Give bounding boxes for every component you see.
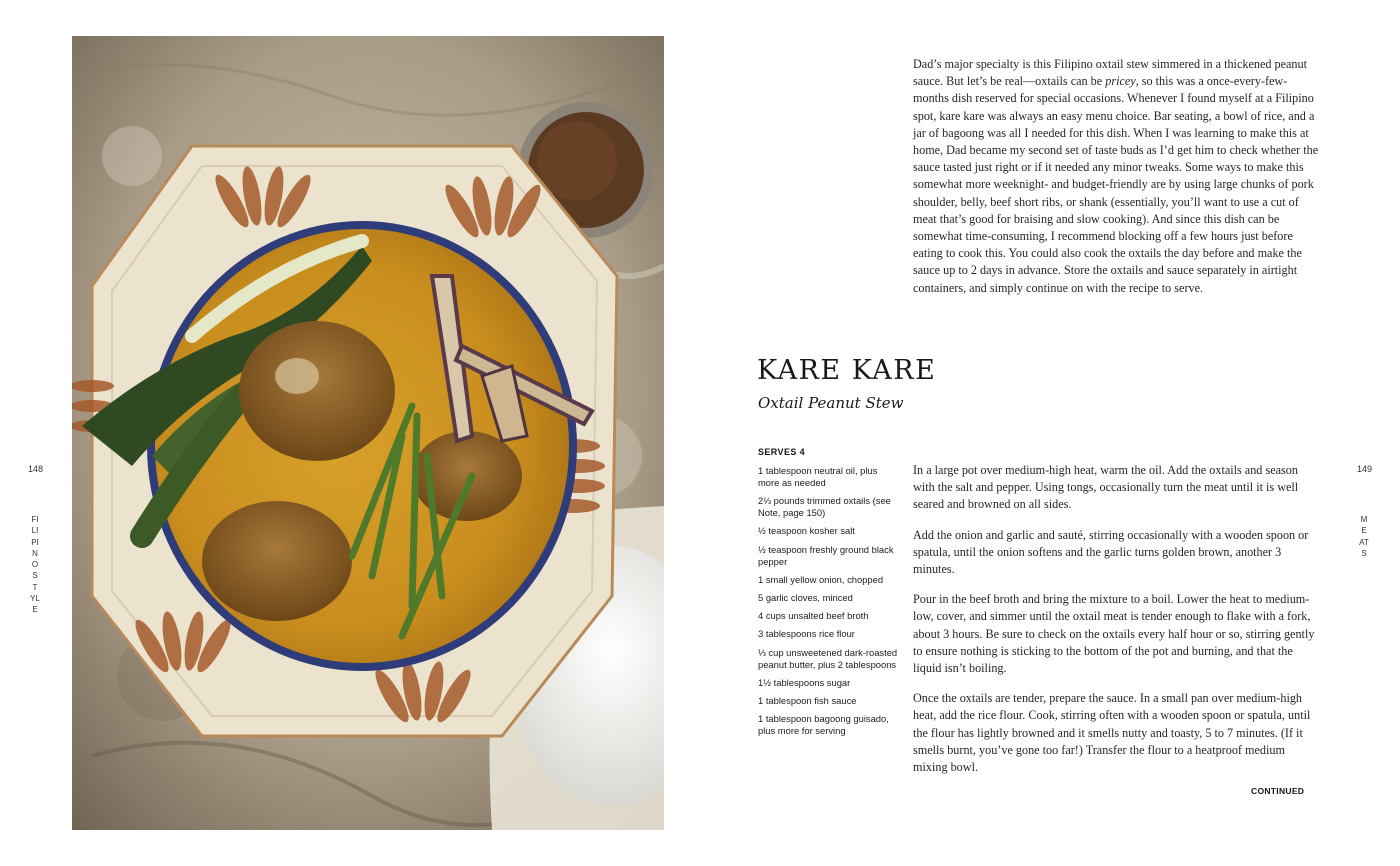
section-label-right: MEATS [1359,515,1369,558]
kare-kare-photo [72,36,664,830]
ingredient-item: 1 tablespoon fish sauce [758,694,857,706]
method-steps [913,462,1319,789]
ingredient-item: 4 cups unsalted beef broth [758,610,869,622]
ingredient-item: ½ teaspoon freshly ground black pepper [758,543,894,567]
ingredient-item: 1 small yellow onion, chopped [758,573,884,585]
recipe-subtitle: Oxtail Peanut Stew [758,394,904,412]
recipe-title: KARE KARE [757,355,937,386]
method-step: Once the oxtails are tender, prepare the sauce. In a small pan over medium-high heat, add the rice flour. Cook, stirring often with a wooden spoon or spatula, until the flour has lightly browned and it smells nutty and toasty, 5 to 7 minutes. (If it smells burnt, you’ve gone too far!) Transfer the flour to a heatproof medium mixing bowl. [913,691,1311,775]
ingredient-item: 1 tablespoon neutral oil, plus more as needed [758,465,878,488]
oxtail-piece [202,501,352,621]
ingredient-item: ½ teaspoon kosher salt [758,525,855,537]
page-number-right: 149 [1357,464,1373,474]
intro-paragraph: Dad’s major specialty is this Filipino oxtail stew simmered in a thickened peanut sauce. But let’s be real—oxtails can be pricey, so this was a once-every-few-months dish reserved for special occasions. Whenever I found myself at a Filipino spot, kare kare was always an easy menu choice. Bar seating, a bowl of rice, and a jar of bagoong was all I needed for this dish. When I was learning to make this at home, Dad became my second set of taste buds as I’d get him to check whether the sauce tasted just right or if it needed any minor tweaks. Some ways to make this somewhat more weeknight- and budget-friendly are by using large chunks of pork shoulder, belly, beef short ribs, or shank (essentially, you’ll want to use a cut of meat that’s good for braising and slow cooking). And since this dish can be somewhat time-consuming, I recommend blocking off a few hours just before eating to cook this. You could also cook the oxtails the day before and make the sauce up to 2 days in advance. Store the oxtails and sauce separately in airtight containers, and simply continue on with the recipe to serve. [913,57,1319,295]
ingredient-item: ⅓ cup unsweetened dark-roasted peanut butter, plus 2 tablespoons [758,646,898,670]
oxtail-piece [239,321,395,461]
continued-label: CONTINUED [1251,786,1305,796]
serves-label: SERVES 4 [758,447,806,457]
page-number-left: 148 [28,464,44,474]
ingredient-item: 1½ tablespoons sugar [758,676,851,688]
ingredient-item: 1 tablespoon bagoong guisado, plus more for serving [758,713,889,737]
method-step: Pour in the beef broth and bring the mixture to a boil. Lower the heat to medium-low, cover, and simmer until the oxtail meat is tender enough to flake with a fork, about 3 hours. Be sure to check on the oxtails every half hour or so, stirring gently to ensure nothing is sticking to the bottom of the pot and burning, and that the liquid isn’t boiling. [913,592,1315,676]
ingredient-list [758,465,898,743]
ingredient-item: 2⅓ pounds trimmed oxtails (see Note, page 150) [758,495,891,519]
ingredient-item: 3 tablespoons rice flour [758,628,855,640]
ingredient-item: 5 garlic cloves, minced [758,591,853,603]
method-step: In a large pot over medium-high heat, warm the oil. Add the oxtails and season with the salt and pepper. Using tongs, occasionally turn the meat until it is well seared and browned on all sides. [913,463,1299,512]
method-step: Add the onion and garlic and sauté, stirring occasionally with a wooden spoon or spatula, until the onion softens and the garlic turns golden brown, another 3 minutes. [913,527,1309,577]
intro-emphasis: pricey [1105,74,1136,89]
section-label-left: FILIPINO STYLE [30,515,40,615]
